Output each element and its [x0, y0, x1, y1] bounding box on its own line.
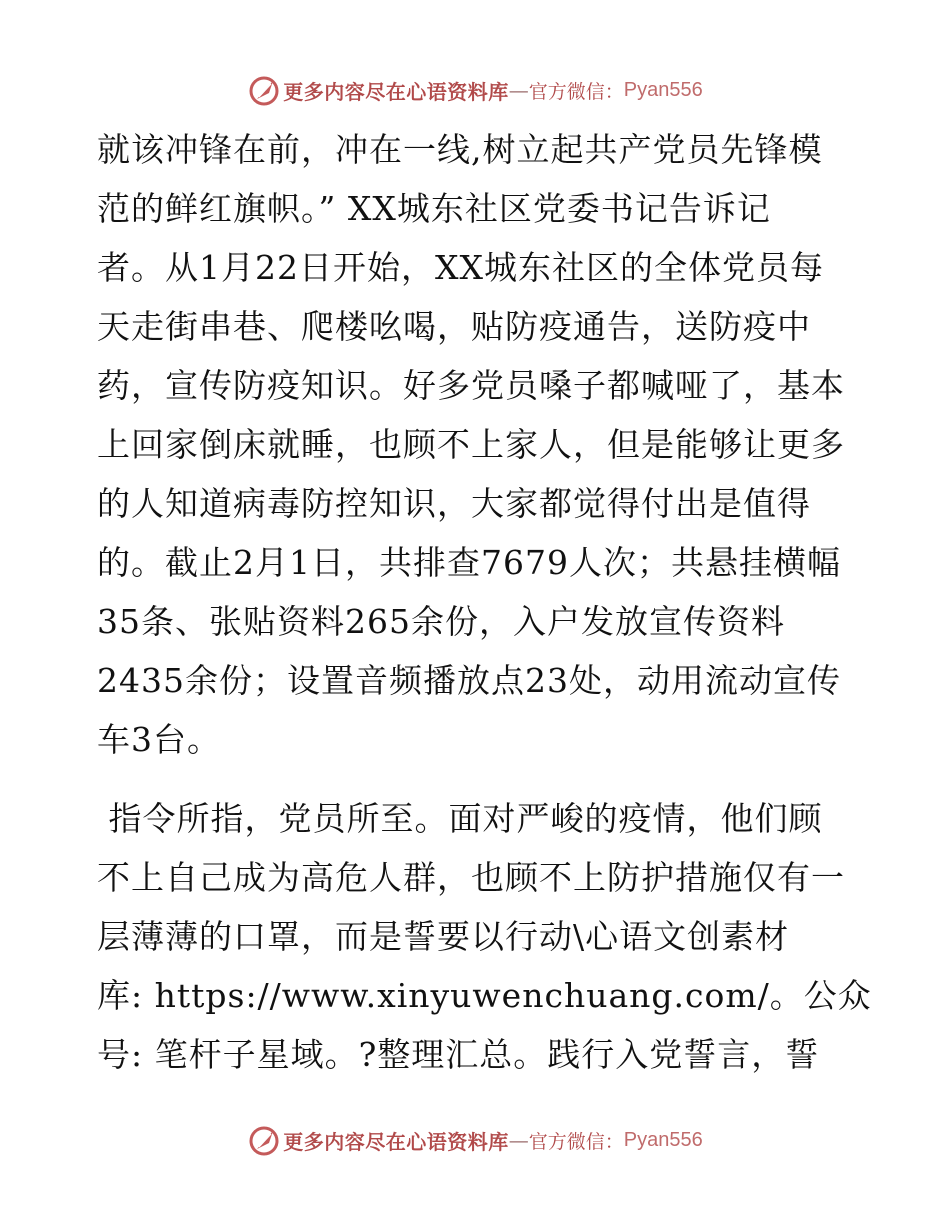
text-line: 的。截止2月1日，共排查7679人次；共悬挂横幅	[97, 543, 841, 582]
text-line: 层薄薄的口罩，而是誓要以行动\心语文创素材	[97, 917, 790, 956]
text-line: 者。从1月22日开始，XX城东社区的全体党员每	[97, 248, 824, 287]
paragraph-gap	[97, 769, 867, 789]
text-line: 2435余份；设置音频播放点23处，动用流动宣传	[97, 661, 841, 700]
document-body	[97, 120, 872, 1084]
footer-official-label: 官方微信：	[528, 1130, 624, 1153]
text-line: 范的鲜红旗帜。” XX城东社区党委书记告诉记	[97, 189, 771, 228]
footer-wechat-id: Pyan556	[623, 1128, 703, 1151]
quill-logo-icon	[247, 1123, 281, 1157]
text-line: 不上自己成为高危人群，也顾不上防护措施仅有一	[97, 858, 845, 897]
header-banner	[0, 70, 950, 110]
header-site-name: 更多内容尽在心语资料库	[283, 79, 509, 104]
text-line: 药，宣传防疫知识。好多党员嗓子都喊哑了，基本	[97, 366, 845, 405]
paragraph-2	[97, 789, 872, 1084]
header-separator: —	[508, 78, 529, 102]
footer-banner	[0, 1120, 950, 1160]
footer-separator: —	[508, 1128, 529, 1152]
text-line: 库: https://www.xinyuwenchuang.com/。公众	[97, 976, 872, 1015]
text-line: 号: 笔杆子星域。?整理汇总。践行入党誓言，誓	[97, 1035, 820, 1074]
text-line: 天走街串巷、爬楼吆喝，贴防疫通告，送防疫中	[97, 307, 811, 346]
paragraph-1	[97, 120, 867, 769]
text-line: 上回家倒床就睡，也顾不上家人，但是能够让更多	[97, 425, 845, 464]
text-line: 指令所指，党员所至。面对严峻的疫情，他们顾	[97, 799, 823, 838]
text-line: 的人知道病毒防控知识，大家都觉得付出是值得	[97, 484, 811, 523]
text-line: 车3台。	[97, 720, 221, 759]
header-official-label: 官方微信：	[528, 80, 624, 103]
header-wechat-id: Pyan556	[623, 78, 703, 101]
text-line: 35条、张贴资料265余份，入户发放宣传资料	[97, 602, 785, 641]
text-line: 就该冲锋在前，冲在一线,树立起共产党员先锋模	[97, 130, 823, 169]
quill-logo-icon	[247, 73, 281, 107]
footer-site-name: 更多内容尽在心语资料库	[283, 1129, 509, 1154]
